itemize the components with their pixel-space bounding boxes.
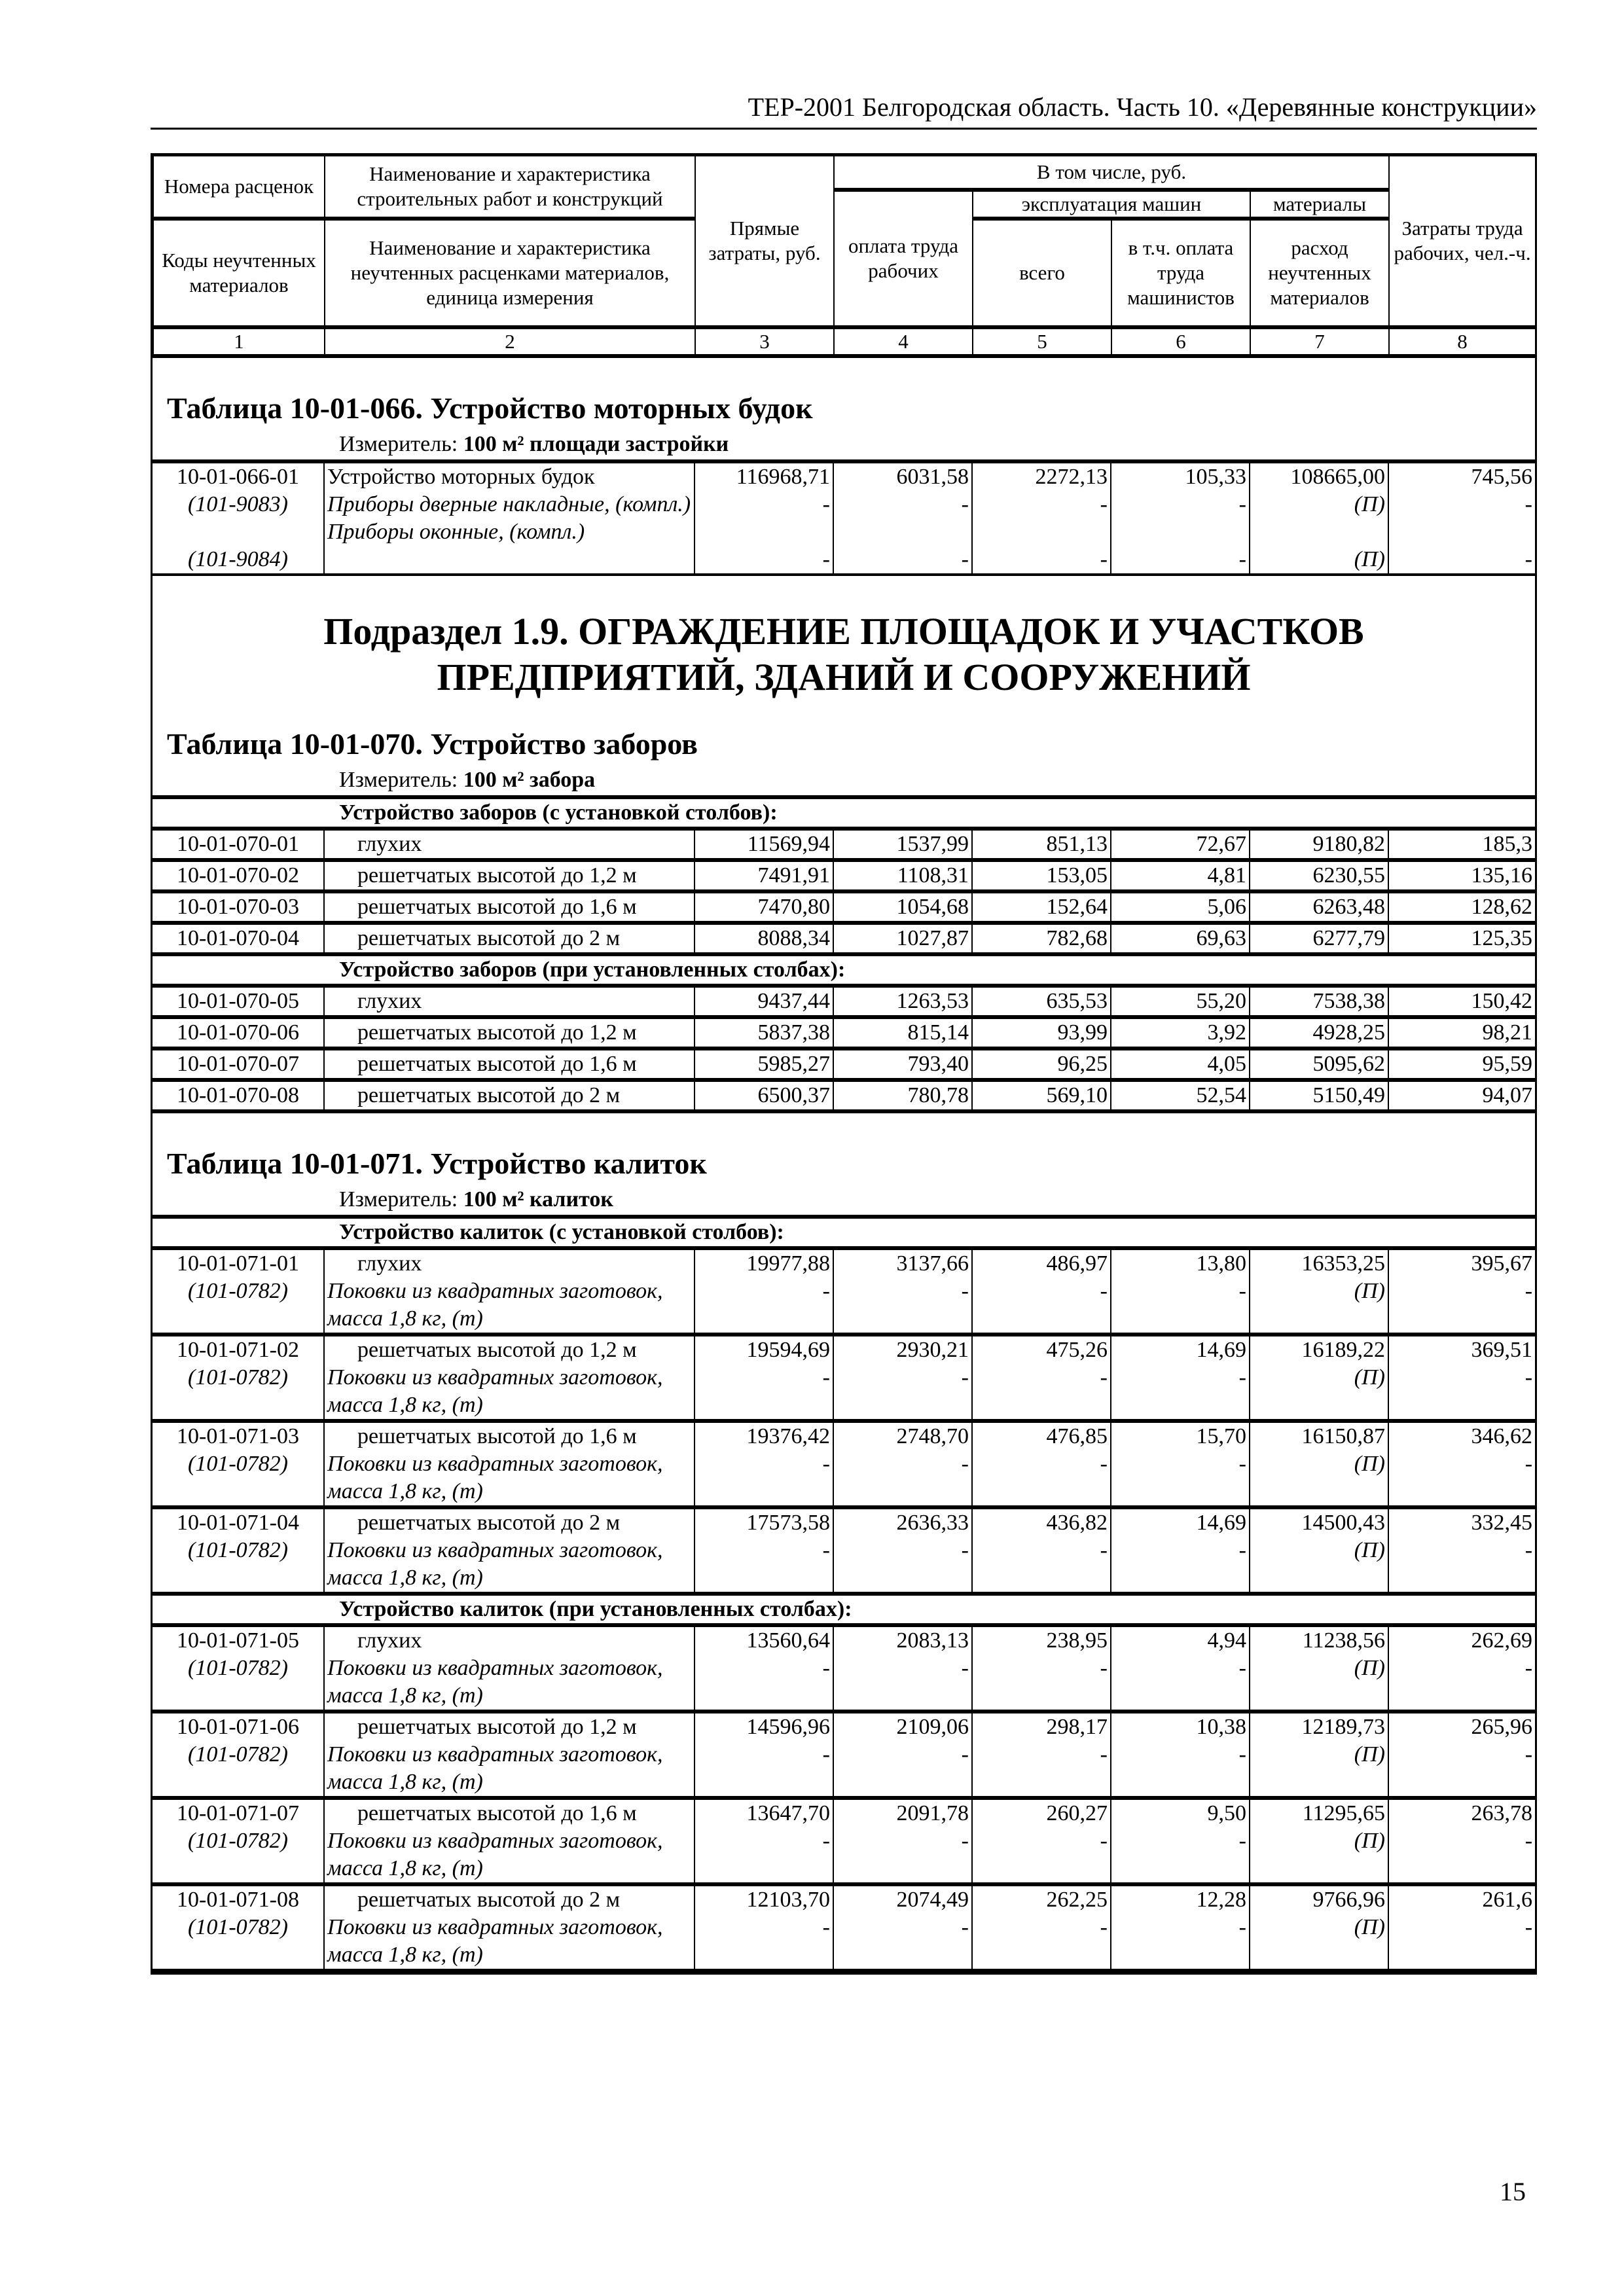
col-number: 3: [695, 327, 834, 356]
operators-wages: 12,28 -: [1111, 1884, 1250, 1971]
labor-hours: 125,35: [1388, 923, 1535, 954]
materials-cost: 7538,38: [1250, 986, 1388, 1017]
labor-hours: 128,62: [1388, 891, 1535, 923]
direct-costs: 12103,70 -: [695, 1884, 833, 1971]
rate-code: 10-01-071-05 (101-0782): [153, 1625, 324, 1712]
operators-wages: 15,70 -: [1111, 1421, 1250, 1507]
labor-hours: 745,56 - -: [1388, 461, 1535, 574]
operators-wages: 9,50 -: [1111, 1798, 1250, 1884]
direct-costs: 14596,96 -: [695, 1712, 833, 1798]
wages: 793,40: [833, 1049, 972, 1080]
col-machines-header: эксплуатация машин: [973, 190, 1250, 219]
col-codes-header: Номера расценок: [153, 156, 325, 219]
material-code: (101-0782): [188, 1365, 288, 1390]
rate-code: 10-01-070-06: [153, 1017, 324, 1049]
table-row: [153, 1712, 1535, 1798]
direct-costs: 13647,70 -: [695, 1798, 833, 1884]
operators-wages: 3,92: [1111, 1017, 1250, 1049]
material-code: (101-0782): [188, 1829, 288, 1853]
operators-wages: 13,80 -: [1111, 1248, 1250, 1335]
materials-cost: 14500,43 (П): [1250, 1507, 1388, 1594]
wages: 2083,13 -: [833, 1625, 972, 1712]
table-070-title: Таблица 10-01-070. Устройство заборов: [167, 727, 698, 761]
rate-name: решетчатых высотой до 1,2 м: [324, 1017, 695, 1049]
operators-wages: 105,33 - -: [1111, 461, 1250, 574]
machines-total: 475,26 -: [972, 1335, 1111, 1421]
col-number: 7: [1250, 327, 1389, 356]
group-header-row: Устройство заборов (при установленных столбах):: [153, 954, 1535, 986]
material-name: Поковки из квадратных заготовок, масса 1,8 кг, (т): [327, 1829, 663, 1880]
rate-code: 10-01-071-08 (101-0782): [153, 1884, 324, 1971]
operators-wages: 14,69 -: [1111, 1335, 1250, 1421]
rate-name: решетчатых высотой до 1,6 м: [324, 1049, 695, 1080]
machines-total: 436,82 -: [972, 1507, 1111, 1594]
rate-name: решетчатых высотой до 2 м: [324, 923, 695, 954]
meter-value: 100 м² площади застройки: [463, 432, 729, 456]
group-header-row: Устройство калиток (при установленных столбах):: [153, 1594, 1535, 1625]
machines-total: 782,68: [972, 923, 1111, 954]
direct-costs: 19376,42 -: [695, 1421, 833, 1507]
material-name: Поковки из квадратных заготовок, масса 1,8 кг, (т): [327, 1656, 663, 1708]
material-name: Поковки из квадратных заготовок, масса 1,8 кг, (т): [327, 1742, 663, 1794]
materials-cost: 9180,82: [1250, 829, 1388, 860]
wages: 1537,99: [833, 829, 972, 860]
wages: 2074,49 -: [833, 1884, 972, 1971]
direct-costs: 9437,44: [695, 986, 833, 1017]
labor-hours: 265,96 -: [1388, 1712, 1535, 1798]
machines-total: 260,27 -: [972, 1798, 1111, 1884]
materials-cost: 11295,65 (П): [1250, 1798, 1388, 1884]
labor-hours: 98,21: [1388, 1017, 1535, 1049]
table-070-meter: [153, 768, 1535, 795]
materials-cost: 6263,48: [1250, 891, 1388, 923]
material-code: (101-0782): [188, 1452, 288, 1476]
col-number: 5: [973, 327, 1111, 356]
materials-cost: 6230,55: [1250, 860, 1388, 891]
rate-code: 10-01-070-08: [153, 1080, 324, 1111]
col-group-header: В том числе, руб.: [834, 156, 1389, 190]
direct-costs: 8088,34: [695, 923, 833, 954]
material-name: Поковки из квадратных заготовок, масса 1,8 кг, (т): [327, 1538, 663, 1590]
table-row: [153, 1017, 1535, 1049]
rate-name: глухих: [324, 829, 695, 860]
material-name: Поковки из квадратных заготовок, масса 1,8 кг, (т): [327, 1365, 663, 1417]
rate-code: 10-01-070-05: [153, 986, 324, 1017]
machines-total: 96,25: [972, 1049, 1111, 1080]
table-070: [153, 795, 1535, 1113]
column-header-table: [153, 155, 1536, 358]
table-066-title: Таблица 10-01-066. Устройство моторных будок: [167, 391, 813, 425]
col-wages-header: оплата труда рабочих: [834, 190, 973, 327]
meter-value: 100 м² забора: [463, 768, 596, 792]
table-row: [153, 860, 1535, 891]
rate-code: 10-01-071-01 (101-0782): [153, 1248, 324, 1335]
materials-cost: 6277,79: [1250, 923, 1388, 954]
rate-code: 10-01-071-04 (101-0782): [153, 1507, 324, 1594]
wages: 2109,06 -: [833, 1712, 972, 1798]
machines-total: 152,64: [972, 891, 1111, 923]
wages: 6031,58 - -: [833, 461, 972, 574]
wages: 3137,66 -: [833, 1248, 972, 1335]
machines-total: 2272,13 - -: [972, 461, 1111, 574]
wages: 2748,70 -: [833, 1421, 972, 1507]
machines-total: 93,99: [972, 1017, 1111, 1049]
materials-cost: 5150,49: [1250, 1080, 1388, 1111]
rate-code: 10-01-071-03 (101-0782): [153, 1421, 324, 1507]
col-number: 6: [1111, 327, 1250, 356]
col-operators-wages-header: в т.ч. оплата труда машинистов: [1111, 219, 1250, 327]
operators-wages: 5,06: [1111, 891, 1250, 923]
wages: 2091,78 -: [833, 1798, 972, 1884]
machines-total: 262,25 -: [972, 1884, 1111, 1971]
materials-cost: 5095,62: [1250, 1049, 1388, 1080]
col-direct-costs-header: Прямые затраты, руб.: [695, 156, 834, 327]
material-name: Поковки из квадратных заготовок, масса 1,8 кг, (т): [327, 1915, 663, 1967]
table-071-title: Таблица 10-01-071. Устройство калиток: [167, 1147, 707, 1180]
table-row: [153, 986, 1535, 1017]
materials-cost: 4928,25: [1250, 1017, 1388, 1049]
machines-total: 486,97 -: [972, 1248, 1111, 1335]
operators-wages: 52,54: [1111, 1080, 1250, 1111]
labor-hours: 369,51 -: [1388, 1335, 1535, 1421]
meter-label: Измеритель:: [339, 768, 458, 792]
meter-value: 100 м² калиток: [463, 1187, 613, 1211]
table-row: [153, 1248, 1535, 1335]
rate-name: глухих Поковки из квадратных заготовок, масса 1,8 кг, (т): [324, 1625, 695, 1712]
direct-costs: 19594,69 -: [695, 1335, 833, 1421]
rate-name: решетчатых высотой до 1,6 м Поковки из квадратных заготовок, масса 1,8 кг, (т): [324, 1798, 695, 1884]
materials-cost: 12189,73 (П): [1250, 1712, 1388, 1798]
labor-hours: 261,6 -: [1388, 1884, 1535, 1971]
table-row: [153, 461, 1535, 574]
material-code: (101-0782): [188, 1538, 288, 1562]
machines-total: 476,85 -: [972, 1421, 1111, 1507]
materials-cost: 9766,96 (П): [1250, 1884, 1388, 1971]
direct-costs: 7491,91: [695, 860, 833, 891]
rate-code: 10-01-070-03: [153, 891, 324, 923]
rate-name: Устройство моторных будок Приборы дверные накладные, (компл.) Приборы оконные, (компл.): [324, 461, 695, 574]
direct-costs: 11569,94: [695, 829, 833, 860]
col-materials-header: материалы: [1250, 190, 1389, 219]
table-row: [153, 1507, 1535, 1594]
wages: 1108,31: [833, 860, 972, 891]
rate-name: решетчатых высотой до 1,2 м: [324, 860, 695, 891]
machines-total: 153,05: [972, 860, 1111, 891]
labor-hours: 346,62 -: [1388, 1421, 1535, 1507]
operators-wages: 72,67: [1111, 829, 1250, 860]
wages: 1027,87: [833, 923, 972, 954]
operators-wages: 4,94 -: [1111, 1625, 1250, 1712]
table-071: [153, 1215, 1535, 1973]
material-name: Поковки из квадратных заготовок, масса 1,8 кг, (т): [327, 1279, 663, 1331]
operators-wages: 55,20: [1111, 986, 1250, 1017]
operators-wages: 10,38 -: [1111, 1712, 1250, 1798]
machines-total: 851,13: [972, 829, 1111, 860]
rate-code: 10-01-070-01: [153, 829, 324, 860]
direct-costs: 19977,88 -: [695, 1248, 833, 1335]
labor-hours: 262,69 -: [1388, 1625, 1535, 1712]
operators-wages: 4,81: [1111, 860, 1250, 891]
direct-costs: 7470,80: [695, 891, 833, 923]
operators-wages: 14,69 -: [1111, 1507, 1250, 1594]
rate-name: глухих Поковки из квадратных заготовок, масса 1,8 кг, (т): [324, 1248, 695, 1335]
rate-name: решетчатых высотой до 2 м Поковки из квадратных заготовок, масса 1,8 кг, (т): [324, 1884, 695, 1971]
rate-name: решетчатых высотой до 1,2 м Поковки из квадратных заготовок, масса 1,8 кг, (т): [324, 1335, 695, 1421]
wages: 1263,53: [833, 986, 972, 1017]
material-code: (101-0782): [188, 1656, 288, 1680]
materials-cost: 108665,00 (П) (П): [1250, 461, 1388, 574]
col-name-header: Наименование и характеристика строительных работ и конструкций: [325, 156, 695, 219]
page-number: 15: [1500, 2177, 1526, 2206]
material-code: (101-0782): [188, 1742, 288, 1767]
table-row: [153, 829, 1535, 860]
col-material-codes-header: Коды неучтенных материалов: [153, 219, 325, 327]
direct-costs: 5837,38: [695, 1017, 833, 1049]
operators-wages: 69,63: [1111, 923, 1250, 954]
wages: 815,14: [833, 1017, 972, 1049]
col-number: 2: [325, 327, 695, 356]
labor-hours: 135,16: [1388, 860, 1535, 891]
material-code: (101-0782): [188, 1915, 288, 1939]
col-number: 4: [834, 327, 973, 356]
machines-total: 298,17 -: [972, 1712, 1111, 1798]
table-row: [153, 1625, 1535, 1712]
col-material-names-header: Наименование и характеристика неучтенных расценками материалов, единица измерения: [325, 219, 695, 327]
running-header: ТЕР-2001 Белгородская область. Часть 10. «Деревянные конструкции»: [151, 92, 1537, 130]
rate-code: 10-01-070-07: [153, 1049, 324, 1080]
direct-costs: 17573,58 -: [695, 1507, 833, 1594]
wages: 2636,33 -: [833, 1507, 972, 1594]
table-row: [153, 891, 1535, 923]
table-row: [153, 1798, 1535, 1884]
table-066-meter: [153, 432, 1535, 459]
direct-costs: 116968,71 - -: [695, 461, 833, 574]
meter-label: Измеритель:: [339, 432, 458, 456]
wages: 2930,21 -: [833, 1335, 972, 1421]
col-machines-total-header: всего: [973, 219, 1111, 327]
table-row: [153, 1421, 1535, 1507]
machines-total: 635,53: [972, 986, 1111, 1017]
rate-name: глухих: [324, 986, 695, 1017]
labor-hours: 150,42: [1388, 986, 1535, 1017]
col-number: 8: [1389, 327, 1536, 356]
wages: 1054,68: [833, 891, 972, 923]
subsection-title: Подраздел 1.9. ОГРАЖДЕНИЕ ПЛОЩАДОК И УЧАСТКОВ ПРЕДПРИЯТИЙ, ЗДАНИЙ И СООРУЖЕНИЙ: [323, 610, 1364, 698]
table-071-meter: [153, 1187, 1535, 1215]
table-row: [153, 1884, 1535, 1971]
rate-name: решетчатых высотой до 2 м Поковки из квадратных заготовок, масса 1,8 кг, (т): [324, 1507, 695, 1594]
labor-hours: 95,59: [1388, 1049, 1535, 1080]
rate-code: 10-01-070-02: [153, 860, 324, 891]
table-row: [153, 1049, 1535, 1080]
materials-cost: 16189,22 (П): [1250, 1335, 1388, 1421]
labor-hours: 185,3: [1388, 829, 1535, 860]
rate-name: решетчатых высотой до 2 м: [324, 1080, 695, 1111]
labor-hours: 332,45 -: [1388, 1507, 1535, 1594]
direct-costs: 13560,64 -: [695, 1625, 833, 1712]
rate-code: 10-01-066-01 (101-9083) (101-9084): [153, 461, 324, 574]
direct-costs: 6500,37: [695, 1080, 833, 1111]
materials-cost: 11238,56 (П): [1250, 1625, 1388, 1712]
rate-code: 10-01-071-06 (101-0782): [153, 1712, 324, 1798]
price-table-frame: [151, 153, 1537, 1975]
direct-costs: 5985,27: [695, 1049, 833, 1080]
col-number: 1: [153, 327, 325, 356]
labor-hours: 263,78 -: [1388, 1798, 1535, 1884]
materials-cost: 16353,25 (П): [1250, 1248, 1388, 1335]
table-row: [153, 1335, 1535, 1421]
meter-label: Измеритель:: [339, 1187, 458, 1211]
col-unaccounted-materials-header: расход неучтенных материалов: [1250, 219, 1389, 327]
col-labor-header: Затраты труда рабочих, чел.-ч.: [1389, 156, 1536, 327]
group-header-row: Устройство заборов (с установкой столбов):: [153, 797, 1535, 829]
rate-name: решетчатых высотой до 1,6 м: [324, 891, 695, 923]
group-header-row: Устройство калиток (с установкой столбов):: [153, 1217, 1535, 1248]
table-066: [153, 459, 1535, 575]
rate-code: 10-01-071-07 (101-0782): [153, 1798, 324, 1884]
rate-name: решетчатых высотой до 1,6 м Поковки из квадратных заготовок, масса 1,8 кг, (т): [324, 1421, 695, 1507]
table-row: [153, 1080, 1535, 1111]
labor-hours: 395,67 -: [1388, 1248, 1535, 1335]
material-code: (101-0782): [188, 1279, 288, 1303]
rate-code: 10-01-071-02 (101-0782): [153, 1335, 324, 1421]
rate-code: 10-01-070-04: [153, 923, 324, 954]
rate-name: решетчатых высотой до 1,2 м Поковки из квадратных заготовок, масса 1,8 кг, (т): [324, 1712, 695, 1798]
table-row: [153, 923, 1535, 954]
wages: 780,78: [833, 1080, 972, 1111]
operators-wages: 4,05: [1111, 1049, 1250, 1080]
materials-cost: 16150,87 (П): [1250, 1421, 1388, 1507]
machines-total: 238,95 -: [972, 1625, 1111, 1712]
labor-hours: 94,07: [1388, 1080, 1535, 1111]
material-name: Поковки из квадратных заготовок, масса 1,8 кг, (т): [327, 1452, 663, 1503]
machines-total: 569,10: [972, 1080, 1111, 1111]
